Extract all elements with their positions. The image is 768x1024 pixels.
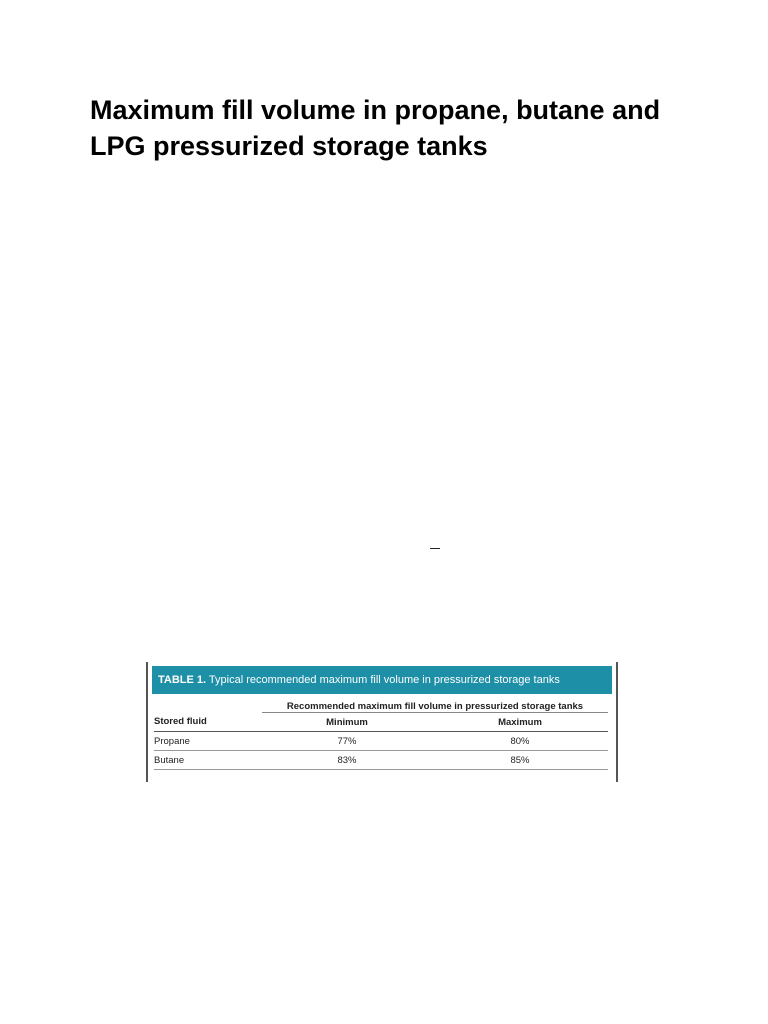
stray-dash-mark: [430, 548, 440, 549]
fill-volume-table: [154, 694, 608, 770]
column-header-maximum: Maximum: [432, 713, 608, 732]
table-cell-maximum: 80%: [432, 732, 608, 751]
table-cell-fluid: Propane: [154, 732, 262, 751]
table-cell-minimum: 77%: [262, 732, 432, 751]
table-cell-maximum: 85%: [432, 751, 608, 770]
table-group-header-row: [154, 694, 608, 713]
column-header-minimum: Minimum: [262, 713, 432, 732]
column-header-stored-fluid: Stored fluid: [154, 713, 262, 732]
page-title: Maximum fill volume in propane, butane and LPG pressurized storage tanks: [90, 95, 661, 161]
table-caption-text: Typical recommended maximum fill volume in pressurized storage tanks: [206, 674, 560, 686]
table-cell-minimum: 83%: [262, 751, 432, 770]
table-cell-fluid: Butane: [154, 751, 262, 770]
table-column-header-row: [154, 713, 608, 732]
table-row: [154, 751, 608, 770]
table-caption: [152, 666, 612, 694]
table-row: [154, 732, 608, 751]
table-figure: [146, 662, 618, 782]
table-caption-prefix: TABLE 1.: [158, 674, 207, 686]
table-group-header: Recommended maximum fill volume in pressurized storage tanks: [262, 694, 608, 713]
table-group-header-spacer: [154, 694, 262, 713]
